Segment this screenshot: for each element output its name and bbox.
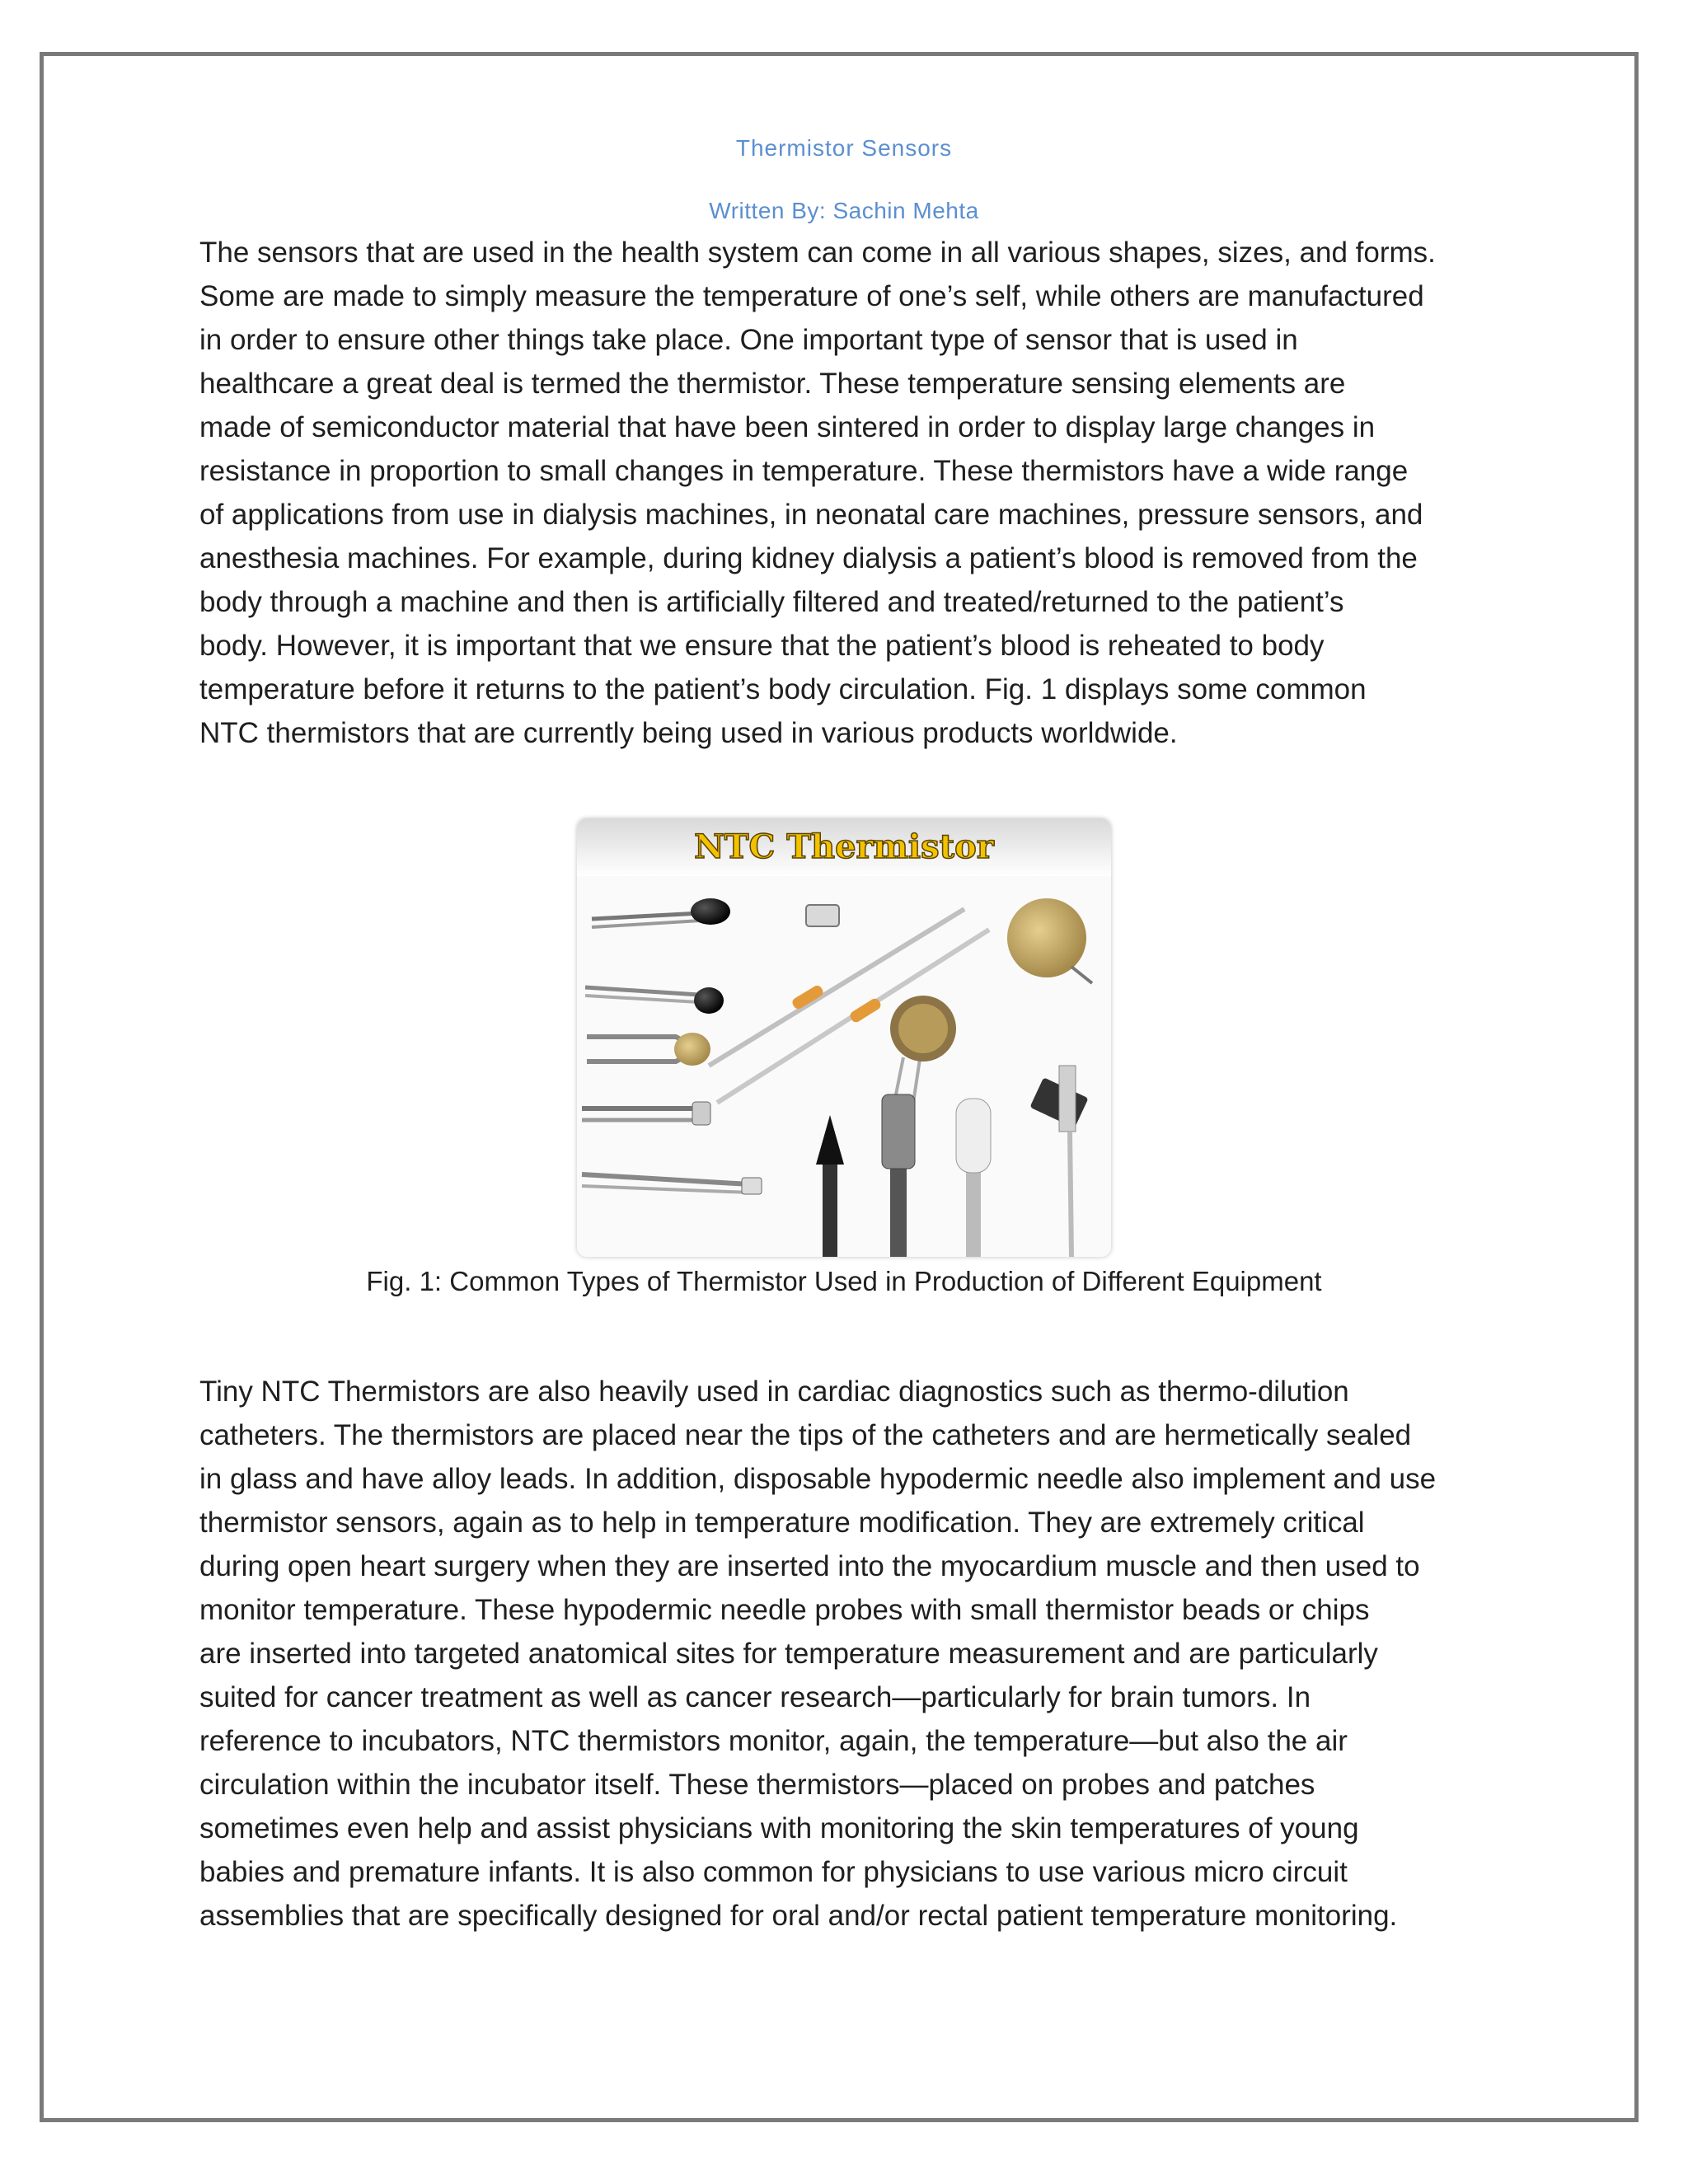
paragraph-line: Some are made to simply measure the temperature of one’s self, while others are manufactured [199, 280, 1424, 312]
paragraph-line: anesthesia machines. For example, during kidney dialysis a patient’s blood is removed from the [199, 542, 1418, 574]
paragraph-line: in glass and have alloy leads. In addition, disposable hypodermic needle also implement and use [199, 1463, 1437, 1495]
paragraph-line: are inserted into targeted anatomical sites for temperature measurement and are particularly [199, 1638, 1378, 1670]
figure-caption: Fig. 1: Common Types of Thermistor Used in Production of Different Equipment [366, 1266, 1322, 1296]
paragraph-line: catheters. The thermistors are placed near the tips of the catheters and are hermetically sealed [199, 1419, 1412, 1451]
paragraph-applications [199, 1370, 1497, 1938]
paragraph-line: NTC thermistors that are currently being used in various products worldwide. [199, 717, 1178, 749]
ntc-thermistor-figure [577, 818, 1111, 1257]
paragraph-line: thermistor sensors, again as to help in temperature modification. They are extremely critical [199, 1507, 1365, 1539]
paragraph-line: temperature before it returns to the patient’s body circulation. Fig. 1 displays some common [199, 673, 1367, 705]
paragraph-line: suited for cancer treatment as well as cancer research—particularly for brain tumors. In [199, 1681, 1311, 1713]
paragraph-line: The sensors that are used in the health system can come in all various shapes, sizes, and forms. [199, 237, 1436, 269]
paragraph-line: during open heart surgery when they are inserted into the myocardium muscle and then used to [199, 1550, 1420, 1582]
paragraph-line: healthcare a great deal is termed the thermistor. These temperature sensing elements are [199, 368, 1346, 400]
paragraph-line: body through a machine and then is artificially filtered and treated/returned to the patient’s [199, 586, 1344, 618]
paragraph-line: in order to ensure other things take place. One important type of sensor that is used in [199, 324, 1298, 356]
figure-banner-text: NTC Thermistor [694, 827, 994, 866]
paragraph-line: babies and premature infants. It is also common for physicians to use various micro circuit [199, 1856, 1348, 1888]
paragraph-line: circulation within the incubator itself. These thermistors—placed on probes and patches [199, 1769, 1315, 1801]
paragraph-line: made of semiconductor material that have been sintered in order to display large changes in [199, 411, 1376, 443]
paragraph-line: of applications from use in dialysis machines, in neonatal care machines, pressure sensors, and [199, 499, 1423, 531]
paragraph-line: body. However, it is important that we ensure that the patient’s blood is reheated to body [199, 630, 1325, 662]
paragraph-intro [199, 231, 1497, 755]
author-byline: Written By: Sachin Mehta [709, 198, 979, 223]
paragraph-line: reference to incubators, NTC thermistors monitor, again, the temperature—but also the air [199, 1725, 1348, 1757]
paragraph-line: resistance in proportion to small changes in temperature. These thermistors have a wide range [199, 455, 1409, 487]
thermistor-illustration [577, 818, 1111, 1257]
paragraph-line: sometimes even help and assist physicians with monitoring the skin temperatures of young [199, 1812, 1359, 1844]
paragraph-line: monitor temperature. These hypodermic needle probes with small thermistor beads or chips [199, 1594, 1370, 1626]
smd-chip-thermistor [806, 905, 839, 926]
paragraph-line: assemblies that are specifically designed for oral and/or rectal patient temperature monitoring. [199, 1900, 1398, 1932]
paragraph-line: Tiny NTC Thermistors are also heavily used in cardiac diagnostics such as thermo-dilution [199, 1376, 1349, 1408]
document-title: Thermistor Sensors [735, 135, 953, 161]
